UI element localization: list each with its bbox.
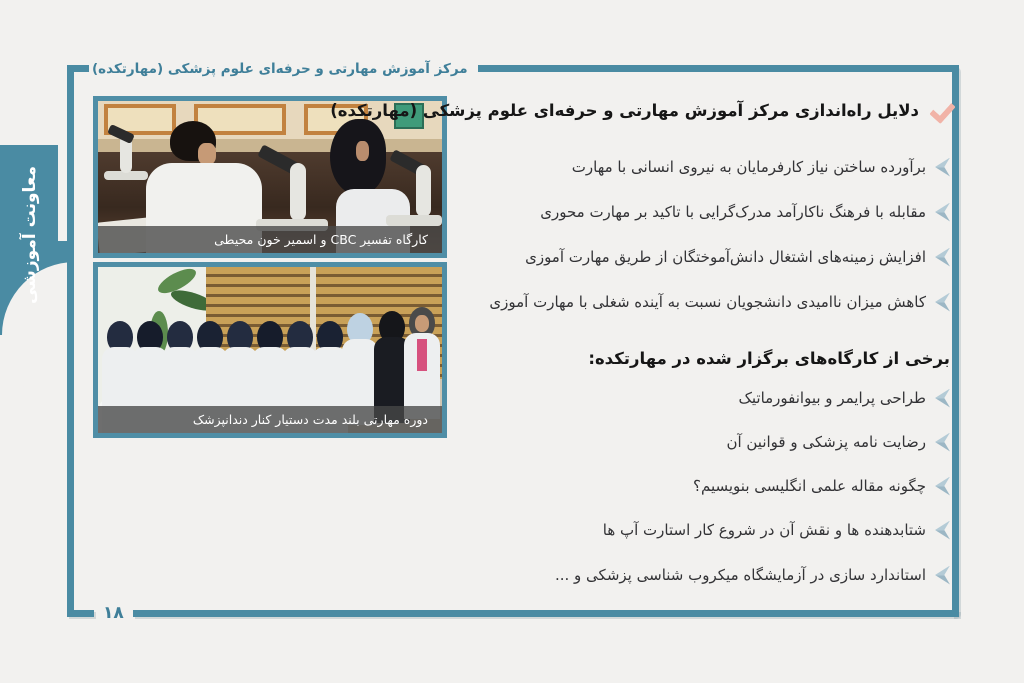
chevron-left-icon: [935, 433, 950, 452]
section-heading-reasons: [330, 95, 950, 125]
section-heading-text: برخی از کارگاه‌های برگزار شده در مهارتکده:: [588, 348, 950, 368]
chevron-left-icon: [935, 566, 950, 585]
chevron-left-icon: [935, 293, 950, 312]
bullet-item: [555, 562, 950, 588]
bullet-text: کاهش میزان ناامیدی دانشجویان نسبت به آینده شغلی با مهارت آموزی: [489, 293, 926, 311]
bullet-item: [572, 154, 950, 180]
page-title: مرکز آموزش مهارتی و حرفه‌ای علوم پزشکی (مهارتکده): [92, 60, 468, 77]
chevron-left-icon: [935, 158, 950, 177]
bullet-text: شتابدهنده ها و نقش آن در شروع کار استارت آپ ها: [602, 521, 926, 539]
microscope-icon: [416, 165, 431, 217]
bullet-item: [738, 385, 950, 411]
sidebar-tab-label: معاونت آموزشی: [20, 165, 40, 305]
chevron-left-icon: [935, 521, 950, 540]
bullet-text: طراحی پرایمر و بیوانفورماتیک: [738, 389, 926, 407]
person-figure: [198, 143, 216, 165]
page-footer: [67, 600, 959, 627]
chevron-left-icon: [935, 203, 950, 222]
bullet-text: چگونه مقاله علمی انگلیسی بنویسیم؟: [693, 477, 926, 495]
bullet-item: [525, 244, 950, 270]
photo-caption: دوره مهارتی بلند مدت دستیار کنار دندانپزشک: [98, 406, 442, 433]
bullet-text: رضایت نامه پزشکی و قوانین آن: [726, 433, 926, 451]
person-figure: [356, 141, 369, 161]
chevron-left-icon: [935, 389, 950, 408]
chevron-left-icon: [935, 477, 950, 496]
frame-left-line: [67, 65, 74, 617]
microscope-icon: [386, 215, 442, 226]
section-heading-text: دلایل راه‌اندازی مرکز آموزش مهارتی و حرفه‌ای علوم پزشکی (مهارتکده): [330, 100, 919, 120]
sidebar-tab-gap: [58, 145, 67, 241]
frame-top-line: [478, 65, 959, 72]
frame-top-stub: [67, 65, 89, 72]
bullet-item: [726, 429, 950, 455]
page-header: [67, 56, 959, 81]
bullet-item: [693, 473, 950, 499]
bullet-item: [603, 517, 950, 543]
microscope-icon: [290, 163, 306, 221]
frame-bottom-stub: [67, 610, 94, 617]
photo-caption: کارگاه تفسیر CBC و اسمیر خون محیطی: [98, 226, 442, 253]
bullet-text: افزایش زمینه‌های اشتغال دانش‌آموختگان از طریق مهارت آموزی: [525, 248, 926, 266]
bullet-text: استاندارد سازی در آزمایشگاه میکروب شناسی پزشکی و ...: [554, 566, 926, 584]
page-number: ۱۸: [103, 603, 124, 623]
bullet-text: برآورده ساختن نیاز کارفرمایان به نیروی انسانی با مهارت: [571, 158, 926, 176]
frame-bottom-line: [133, 610, 959, 617]
section-heading-workshops: [588, 344, 950, 372]
frame-right-line: [952, 65, 959, 617]
bullet-item: [540, 199, 950, 225]
bullet-text: مقابله با فرهنگ ناکارآمد مدرک‌گرایی با تاکید بر مهارت محوری: [540, 203, 926, 221]
photo-dental-group: [93, 262, 447, 438]
bullet-item: [489, 289, 950, 315]
chevron-left-icon: [935, 248, 950, 267]
